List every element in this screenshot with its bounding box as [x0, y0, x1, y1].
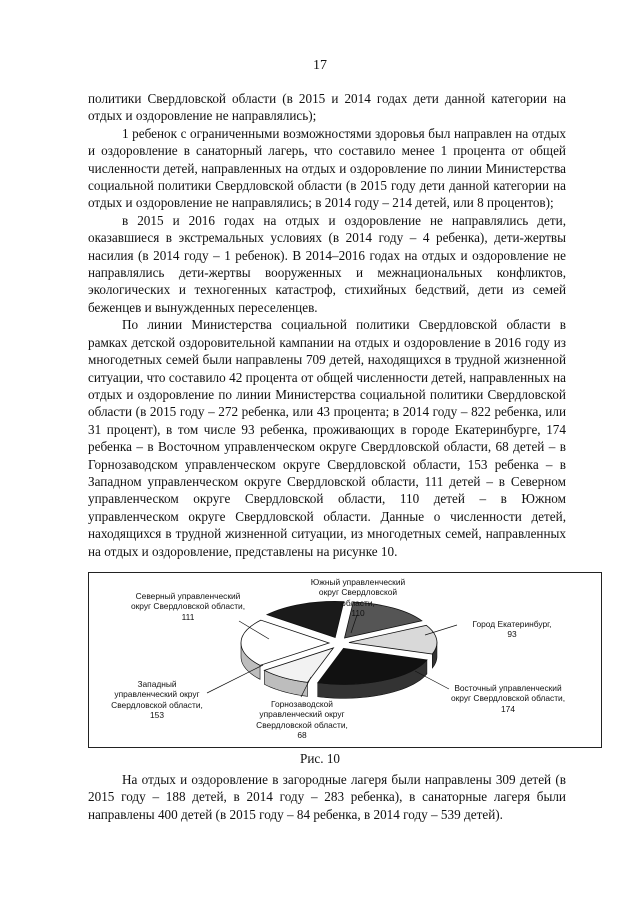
body-text-bottom: [88, 771, 566, 823]
page-number: 17: [313, 58, 327, 73]
slice-label-yuzhny: Южный управленческий округ Свердловской области, 110: [310, 577, 406, 619]
slice-label-ekaterinburg: Город Екатеринбург, 93: [472, 619, 552, 640]
paragraph: политики Свердловской области (в 2015 и 2014 годах дети данной категории на отдых и оздоровление не направлялись);: [88, 91, 566, 124]
paragraph: На отдых и оздоровление в загородные лагеря были направлены 309 детей (в 2015 году – 188 детей, в 2014 году – 283 ребенка), в санаторные лагеря были направлены 400 детей (в 2015 году – 84 ребенка, в 2014 году – 539 детей).: [88, 772, 566, 822]
paragraph: 1 ребенок с ограниченными возможностями здоровья был направлен на отдых и оздоровление в санаторный лагерь, что составило менее 1 процента от общей численности детей, направленных на отдых и оздоровление по линии Министерства социальной политики Свердловской области (в 2015 году дети данной категории на отдых и оздоровление не направлялись; в 2014 году – 214 детей, или 8 процентов);: [88, 125, 566, 211]
paragraph: в 2015 и 2016 годах на отдых и оздоровление не направлялись дети, оказавшиеся в экстремальных условиях (в 2014 году – 4 ребенка), дети-жертвы насилия (в 2014 году – 1 ребенок). В 2014–2016 годах на отдых и оздоровление не направлялись дети-жертвы вооруженных и межнациональных конфликтов, экологических и техногенных катастроф, стихийных бедствий, дети из семей беженцев и вынужденных переселенцев.: [88, 212, 566, 315]
figure-caption: Рис. 10: [299, 751, 341, 766]
leader-line-zapadny: [207, 665, 263, 693]
slice-label-zapadny: Западный управленческий округ Свердловской области, 153: [111, 679, 203, 721]
body-text-top: [88, 90, 566, 560]
figure-pie-chart: [88, 572, 602, 748]
slice-label-gornozavodskoy: Горнозаводской управленческий округ Свердловской области, 68: [256, 699, 348, 741]
slice-label-vostochny: Восточный управленческий округ Свердловской области, 174: [450, 683, 566, 714]
slice-label-severny: Северный управленческий округ Свердловской области, 111: [130, 591, 246, 622]
paragraph: По линии Министерства социальной политики Свердловской области в рамках детской оздоровительной кампании на отдых и оздоровление в 2016 году из многодетных семей были направлены 709 детей, находящихся в трудной жизненной ситуации, что составило 42 процента от общей численности детей, направленных на отдых и оздоровление по линии Министерства социальной политики Свердловской области (в 2015 году – 272 ребенка, или 43 процента; в 2014 году – 822 ребенка, или 31 процент), в том числе 93 ребенка, проживающих в городе Екатеринбурге, 174 ребенка – в Восточном управленческом округе Свердловской области, 68 детей – в Горнозаводском управленческом округе Свердловской области, 153 ребенка – в Западном управленческом округе Свердловской области, 111 детей – в Северном управленческом округе Свердловской области, 110 детей – в Южном управленческом округе Свердловской области. Данные о численности детей, находящихся в трудной жизненной ситуации, из многодетных семей, направленных на отдых и оздоровление, представлены на рисунке 10.: [88, 317, 566, 559]
